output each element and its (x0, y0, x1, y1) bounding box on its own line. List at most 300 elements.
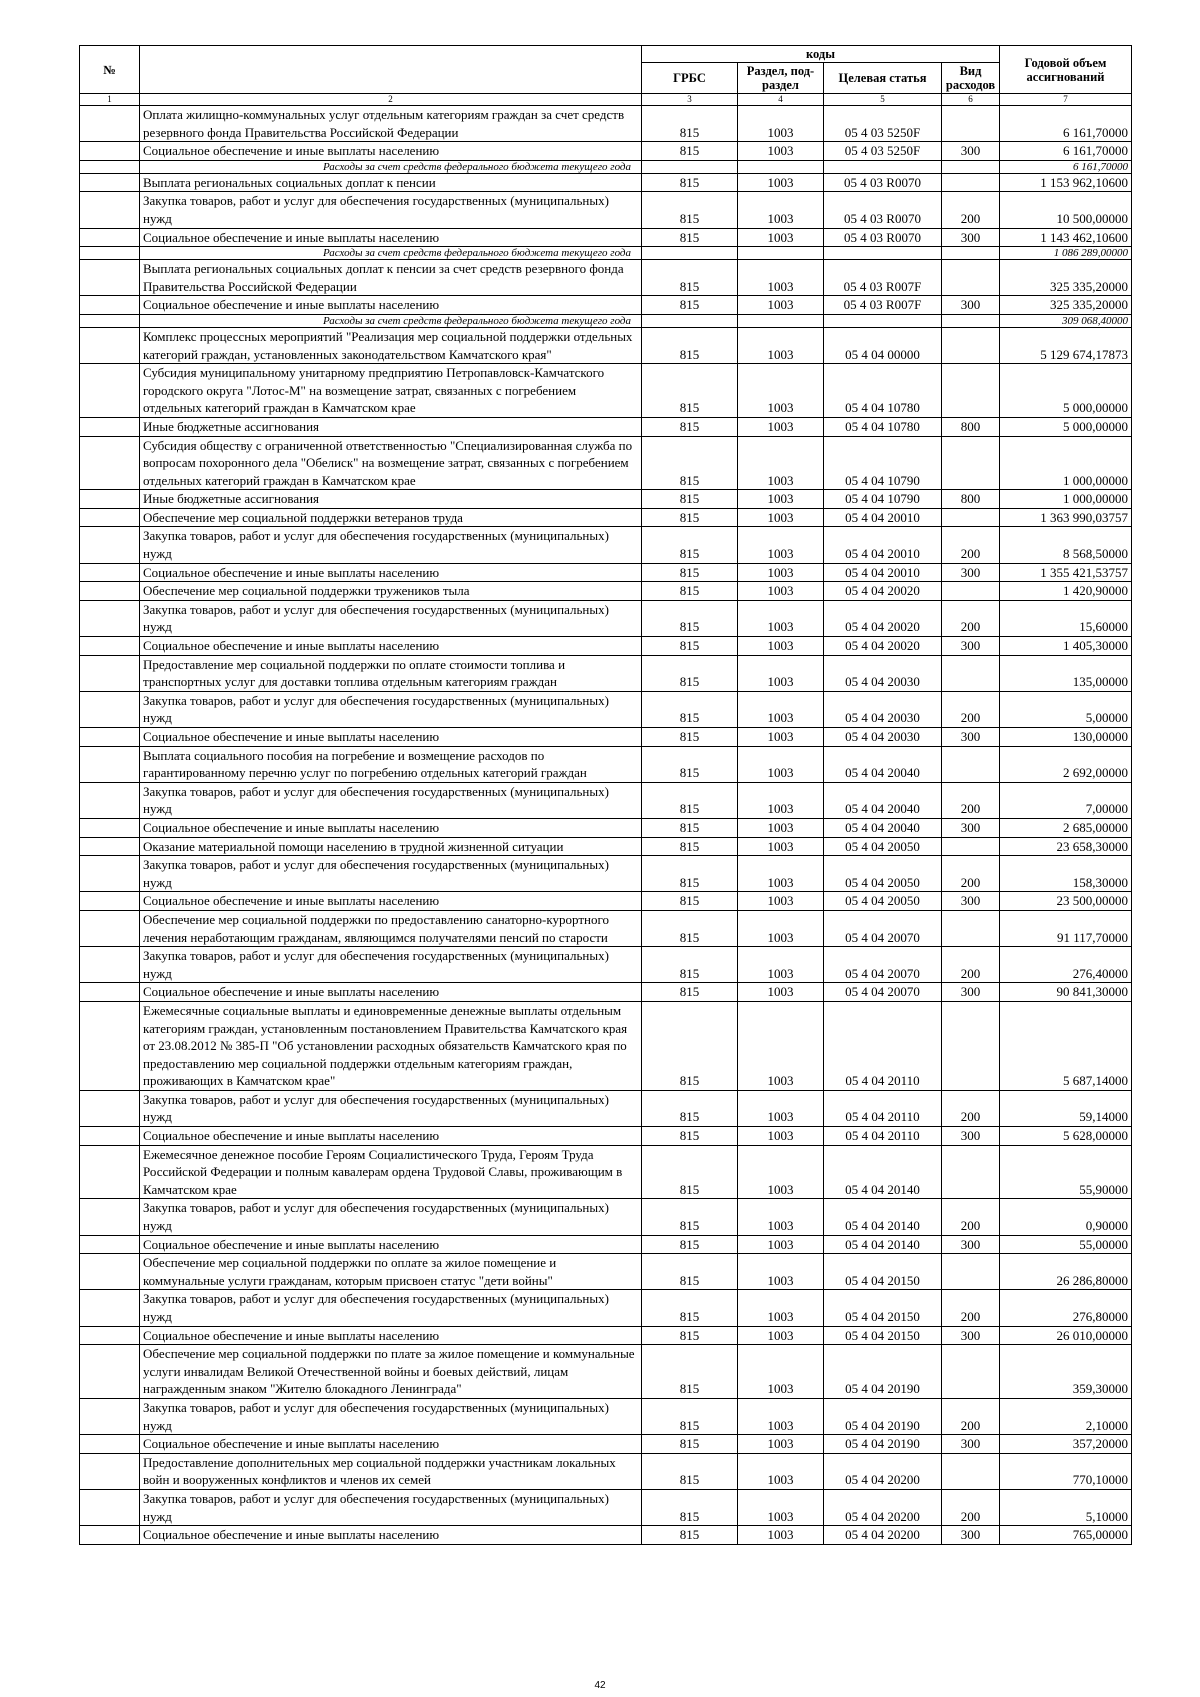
cell-grbs: 815 (642, 856, 738, 892)
cell-sum: 325 335,20000 (1000, 260, 1132, 296)
cell-razdel: 1003 (738, 691, 824, 727)
cell-sum: 1 405,30000 (1000, 637, 1132, 656)
cell-name: Социальное обеспечение и иные выплаты населению (140, 892, 642, 911)
cell-grbs: 815 (642, 192, 738, 228)
cell-razdel: 1003 (738, 508, 824, 527)
cell-name: Обеспечение мер социальной поддержки тружеников тыла (140, 582, 642, 601)
table-row (80, 173, 1132, 192)
cell-target: 05 4 03 R007F (824, 260, 942, 296)
cell-razdel (738, 314, 824, 327)
cell-name: Закупка товаров, работ и услуг для обеспечения государственных (муниципальных) нужд (140, 856, 642, 892)
table-row (80, 106, 1132, 142)
cell-name: Расходы за счет средств федерального бюджета текущего года (140, 247, 642, 260)
cell-vid: 300 (942, 728, 1000, 747)
cell-grbs: 815 (642, 260, 738, 296)
cell-name: Закупка товаров, работ и услуг для обеспечения государственных (муниципальных) нужд (140, 1489, 642, 1525)
header-target: Целевая статья (824, 63, 942, 94)
cell-sum: 765,00000 (1000, 1526, 1132, 1545)
cell-razdel: 1003 (738, 582, 824, 601)
cell-no (80, 728, 140, 747)
cell-grbs: 815 (642, 1235, 738, 1254)
cell-vid (942, 1254, 1000, 1290)
cell-sum: 2 685,00000 (1000, 818, 1132, 837)
cell-name: Предоставление мер социальной поддержки по оплате стоимости топлива и транспортных услуг для доставки топлива отдельным категориям граждан (140, 655, 642, 691)
cell-vid: 800 (942, 417, 1000, 436)
cell-name: Закупка товаров, работ и услуг для обеспечения государственных (муниципальных) нужд (140, 527, 642, 563)
cell-razdel: 1003 (738, 728, 824, 747)
cell-sum: 1 153 962,10600 (1000, 173, 1132, 192)
cell-vid: 300 (942, 563, 1000, 582)
table-row (80, 490, 1132, 509)
cell-name: Ежемесячные социальные выплаты и единовременные денежные выплаты отдельным категориям граждан, установленным постановлением Правительства Камчатского края от 23.08.2012 № 385-П "Об установлении расходных обязательств Камчатского края по предоставлению мер социальной поддержки отдельным категориям граждан, проживающих в Камчатском крае" (140, 1001, 642, 1090)
cell-target: 05 4 04 00000 (824, 327, 942, 363)
cell-grbs: 815 (642, 983, 738, 1002)
cell-name: Оказание материальной помощи населению в трудной жизненной ситуации (140, 837, 642, 856)
column-number: 3 (642, 94, 738, 106)
cell-no (80, 1127, 140, 1146)
cell-vid (942, 1001, 1000, 1090)
cell-vid: 300 (942, 142, 1000, 161)
cell-grbs: 815 (642, 1090, 738, 1126)
cell-name: Социальное обеспечение и иные выплаты населению (140, 1435, 642, 1454)
cell-grbs: 815 (642, 837, 738, 856)
cell-grbs: 815 (642, 228, 738, 247)
table-row (80, 508, 1132, 527)
cell-razdel: 1003 (738, 1254, 824, 1290)
cell-sum: 91 117,70000 (1000, 910, 1132, 946)
note-row (80, 247, 1132, 260)
cell-grbs: 815 (642, 106, 738, 142)
cell-no (80, 1398, 140, 1434)
cell-grbs: 815 (642, 582, 738, 601)
cell-no (80, 1145, 140, 1199)
table-row (80, 417, 1132, 436)
cell-target: 05 4 04 20040 (824, 782, 942, 818)
cell-razdel: 1003 (738, 637, 824, 656)
cell-no (80, 436, 140, 490)
cell-grbs: 815 (642, 296, 738, 315)
cell-target: 05 4 04 20050 (824, 892, 942, 911)
cell-razdel: 1003 (738, 1090, 824, 1126)
cell-sum: 15,60000 (1000, 600, 1132, 636)
cell-razdel: 1003 (738, 1453, 824, 1489)
column-number: 1 (80, 94, 140, 106)
cell-sum: 158,30000 (1000, 856, 1132, 892)
cell-name: Иные бюджетные ассигнования (140, 490, 642, 509)
cell-no (80, 417, 140, 436)
cell-no (80, 1235, 140, 1254)
cell-razdel: 1003 (738, 173, 824, 192)
cell-name: Закупка товаров, работ и услуг для обеспечения государственных (муниципальных) нужд (140, 1090, 642, 1126)
cell-target: 05 4 04 20020 (824, 600, 942, 636)
cell-target (824, 314, 942, 327)
cell-name: Обеспечение мер социальной поддержки по оплате за жилое помещение и коммунальные услуги гражданам, которым присвоен статус "дети войны" (140, 1254, 642, 1290)
column-number: 4 (738, 94, 824, 106)
cell-razdel: 1003 (738, 1001, 824, 1090)
cell-razdel: 1003 (738, 1290, 824, 1326)
cell-sum: 59,14000 (1000, 1090, 1132, 1126)
table-row (80, 527, 1132, 563)
cell-no (80, 508, 140, 527)
cell-vid (942, 314, 1000, 327)
cell-razdel: 1003 (738, 856, 824, 892)
table-row (80, 1127, 1132, 1146)
cell-razdel: 1003 (738, 1526, 824, 1545)
cell-target: 05 4 04 20010 (824, 508, 942, 527)
cell-target: 05 4 04 20150 (824, 1290, 942, 1326)
cell-sum: 5,00000 (1000, 691, 1132, 727)
cell-name: Предоставление дополнительных мер социальной поддержки участникам локальных войн и вооруженных конфликтов и членов их семей (140, 1453, 642, 1489)
cell-sum: 325 335,20000 (1000, 296, 1132, 315)
cell-vid: 200 (942, 782, 1000, 818)
cell-sum: 23 658,30000 (1000, 837, 1132, 856)
cell-name: Социальное обеспечение и иные выплаты населению (140, 142, 642, 161)
cell-razdel: 1003 (738, 436, 824, 490)
cell-grbs: 815 (642, 782, 738, 818)
cell-grbs (642, 247, 738, 260)
cell-no (80, 490, 140, 509)
table-row (80, 327, 1132, 363)
cell-sum: 276,80000 (1000, 1290, 1132, 1326)
cell-vid: 200 (942, 947, 1000, 983)
cell-name: Закупка товаров, работ и услуг для обеспечения государственных (муниципальных) нужд (140, 691, 642, 727)
cell-no (80, 691, 140, 727)
table-row (80, 1526, 1132, 1545)
cell-vid (942, 655, 1000, 691)
cell-vid (942, 436, 1000, 490)
cell-no (80, 782, 140, 818)
table-row (80, 582, 1132, 601)
cell-sum: 1 355 421,53757 (1000, 563, 1132, 582)
cell-no (80, 1290, 140, 1326)
column-number-row (80, 94, 1132, 106)
cell-sum: 6 161,70000 (1000, 106, 1132, 142)
table-row (80, 192, 1132, 228)
cell-name: Социальное обеспечение и иные выплаты населению (140, 1526, 642, 1545)
cell-vid: 300 (942, 818, 1000, 837)
cell-name: Закупка товаров, работ и услуг для обеспечения государственных (муниципальных) нужд (140, 947, 642, 983)
cell-vid (942, 508, 1000, 527)
header-no: № (80, 46, 140, 94)
cell-sum: 276,40000 (1000, 947, 1132, 983)
cell-vid: 300 (942, 1326, 1000, 1345)
cell-target: 05 4 04 20040 (824, 818, 942, 837)
cell-razdel: 1003 (738, 1127, 824, 1146)
cell-target: 05 4 04 20070 (824, 910, 942, 946)
cell-target: 05 4 04 20050 (824, 856, 942, 892)
table-row (80, 1290, 1132, 1326)
cell-sum: 5 129 674,17873 (1000, 327, 1132, 363)
cell-no (80, 260, 140, 296)
header-razdel: Раздел, под-раздел (738, 63, 824, 94)
column-number: 6 (942, 94, 1000, 106)
cell-vid (942, 1345, 1000, 1399)
cell-name: Закупка товаров, работ и услуг для обеспечения государственных (муниципальных) нужд (140, 1398, 642, 1434)
cell-target: 05 4 04 20140 (824, 1235, 942, 1254)
cell-grbs: 815 (642, 1199, 738, 1235)
cell-grbs: 815 (642, 746, 738, 782)
cell-vid: 200 (942, 691, 1000, 727)
table-row (80, 296, 1132, 315)
cell-vid (942, 160, 1000, 173)
cell-no (80, 655, 140, 691)
column-number: 2 (140, 94, 642, 106)
cell-no (80, 327, 140, 363)
cell-vid: 200 (942, 192, 1000, 228)
cell-name: Обеспечение мер социальной поддержки по предоставлению санаторно-курортного лечения неработающим гражданам, являющимся получателями пенсий по старости (140, 910, 642, 946)
cell-name: Социальное обеспечение и иные выплаты населению (140, 818, 642, 837)
cell-no (80, 228, 140, 247)
cell-target: 05 4 04 20110 (824, 1001, 942, 1090)
cell-name: Социальное обеспечение и иные выплаты населению (140, 296, 642, 315)
cell-no (80, 296, 140, 315)
cell-grbs: 815 (642, 563, 738, 582)
cell-vid: 200 (942, 856, 1000, 892)
cell-grbs: 815 (642, 655, 738, 691)
table-row (80, 228, 1132, 247)
cell-name: Выплата региональных социальных доплат к пенсии (140, 173, 642, 192)
cell-no (80, 1001, 140, 1090)
cell-vid: 200 (942, 1398, 1000, 1434)
cell-name: Обеспечение мер социальной поддержки ветеранов труда (140, 508, 642, 527)
cell-sum: 1 143 462,10600 (1000, 228, 1132, 247)
cell-no (80, 600, 140, 636)
cell-target: 05 4 04 20040 (824, 746, 942, 782)
cell-grbs (642, 314, 738, 327)
cell-razdel: 1003 (738, 947, 824, 983)
cell-name: Закупка товаров, работ и услуг для обеспечения государственных (муниципальных) нужд (140, 600, 642, 636)
column-number: 7 (1000, 94, 1132, 106)
cell-razdel (738, 160, 824, 173)
cell-target: 05 4 04 20070 (824, 983, 942, 1002)
cell-razdel: 1003 (738, 818, 824, 837)
cell-name: Социальное обеспечение и иные выплаты населению (140, 563, 642, 582)
cell-vid (942, 910, 1000, 946)
table-row (80, 1326, 1132, 1345)
cell-grbs: 815 (642, 1290, 738, 1326)
cell-no (80, 192, 140, 228)
cell-name: Иные бюджетные ассигнования (140, 417, 642, 436)
cell-sum: 1 420,90000 (1000, 582, 1132, 601)
cell-sum: 8 568,50000 (1000, 527, 1132, 563)
cell-razdel: 1003 (738, 892, 824, 911)
table-row (80, 818, 1132, 837)
cell-vid (942, 173, 1000, 192)
table-row (80, 746, 1132, 782)
cell-sum: 2,10000 (1000, 1398, 1132, 1434)
cell-sum: 5 000,00000 (1000, 364, 1132, 418)
cell-sum: 1 000,00000 (1000, 490, 1132, 509)
cell-no (80, 1345, 140, 1399)
cell-no (80, 637, 140, 656)
table-row (80, 1398, 1132, 1434)
cell-razdel: 1003 (738, 782, 824, 818)
cell-name: Социальное обеспечение и иные выплаты населению (140, 1127, 642, 1146)
cell-name: Обеспечение мер социальной поддержки по плате за жилое помещение и коммунальные услуги инвалидам Великой Отечественной войны и боевых действий, лицам награжденным знаком "Жителю блокадного Ленинграда" (140, 1345, 642, 1399)
table-row (80, 856, 1132, 892)
cell-razdel: 1003 (738, 746, 824, 782)
cell-target: 05 4 04 20020 (824, 637, 942, 656)
cell-target: 05 4 04 10780 (824, 364, 942, 418)
cell-sum: 10 500,00000 (1000, 192, 1132, 228)
cell-razdel: 1003 (738, 655, 824, 691)
cell-sum: 26 010,00000 (1000, 1326, 1132, 1345)
table-row (80, 1453, 1132, 1489)
cell-no (80, 173, 140, 192)
cell-razdel: 1003 (738, 1435, 824, 1454)
cell-grbs: 815 (642, 436, 738, 490)
table-row (80, 947, 1132, 983)
cell-vid: 300 (942, 1526, 1000, 1545)
cell-sum: 5 000,00000 (1000, 417, 1132, 436)
cell-target: 05 4 04 20110 (824, 1090, 942, 1126)
cell-razdel: 1003 (738, 527, 824, 563)
cell-no (80, 106, 140, 142)
cell-vid: 300 (942, 1127, 1000, 1146)
cell-target: 05 4 04 20110 (824, 1127, 942, 1146)
table-body (80, 106, 1132, 1545)
table-row (80, 364, 1132, 418)
cell-grbs: 815 (642, 490, 738, 509)
cell-sum: 6 161,70000 (1000, 142, 1132, 161)
cell-grbs: 815 (642, 691, 738, 727)
cell-target: 05 4 04 20150 (824, 1254, 942, 1290)
cell-no (80, 527, 140, 563)
cell-name: Социальное обеспечение и иные выплаты населению (140, 983, 642, 1002)
cell-target: 05 4 04 20150 (824, 1326, 942, 1345)
cell-no (80, 563, 140, 582)
cell-vid: 200 (942, 527, 1000, 563)
cell-razdel: 1003 (738, 106, 824, 142)
table-row (80, 1489, 1132, 1525)
cell-vid (942, 746, 1000, 782)
cell-name: Ежемесячное денежное пособие Героям Социалистического Труда, Героям Труда Российской Федерации и полным кавалерам ордена Трудовой Славы, проживающим в Камчатском крае (140, 1145, 642, 1199)
cell-vid: 300 (942, 228, 1000, 247)
cell-grbs: 815 (642, 1345, 738, 1399)
cell-no (80, 910, 140, 946)
cell-sum: 26 286,80000 (1000, 1254, 1132, 1290)
cell-name: Социальное обеспечение и иные выплаты населению (140, 637, 642, 656)
cell-target: 05 4 04 20020 (824, 582, 942, 601)
table-row (80, 782, 1132, 818)
cell-sum: 309 068,40000 (1000, 314, 1132, 327)
cell-razdel: 1003 (738, 417, 824, 436)
table-row (80, 837, 1132, 856)
page-number: 42 (594, 1680, 606, 1691)
cell-name: Социальное обеспечение и иные выплаты населению (140, 728, 642, 747)
cell-razdel: 1003 (738, 1489, 824, 1525)
table-row (80, 1345, 1132, 1399)
cell-sum: 55,90000 (1000, 1145, 1132, 1199)
cell-target: 05 4 04 10790 (824, 490, 942, 509)
cell-sum: 23 500,00000 (1000, 892, 1132, 911)
cell-razdel: 1003 (738, 228, 824, 247)
cell-grbs: 815 (642, 1489, 738, 1525)
cell-grbs: 815 (642, 327, 738, 363)
note-row (80, 160, 1132, 173)
cell-name: Социальное обеспечение и иные выплаты населению (140, 1326, 642, 1345)
table-row (80, 892, 1132, 911)
cell-grbs: 815 (642, 1127, 738, 1146)
cell-razdel: 1003 (738, 563, 824, 582)
cell-target: 05 4 04 20190 (824, 1345, 942, 1399)
cell-sum: 130,00000 (1000, 728, 1132, 747)
cell-razdel: 1003 (738, 1235, 824, 1254)
cell-razdel: 1003 (738, 490, 824, 509)
cell-target: 05 4 04 20140 (824, 1199, 942, 1235)
cell-vid (942, 582, 1000, 601)
cell-vid (942, 1145, 1000, 1199)
cell-razdel: 1003 (738, 260, 824, 296)
cell-target: 05 4 03 5250F (824, 106, 942, 142)
cell-target: 05 4 04 20140 (824, 1145, 942, 1199)
cell-name: Выплата социального пособия на погребение и возмещение расходов по гарантированному перечню услуг по погребению отдельных категорий граждан (140, 746, 642, 782)
cell-sum: 5 628,00000 (1000, 1127, 1132, 1146)
cell-target: 05 4 03 R0070 (824, 228, 942, 247)
cell-razdel: 1003 (738, 1398, 824, 1434)
cell-target: 05 4 03 R0070 (824, 173, 942, 192)
cell-grbs: 815 (642, 947, 738, 983)
cell-no (80, 746, 140, 782)
cell-razdel: 1003 (738, 600, 824, 636)
cell-no (80, 818, 140, 837)
cell-grbs: 815 (642, 417, 738, 436)
cell-razdel: 1003 (738, 910, 824, 946)
cell-vid (942, 247, 1000, 260)
cell-vid (942, 1453, 1000, 1489)
cell-target: 05 4 03 R007F (824, 296, 942, 315)
cell-target: 05 4 04 20010 (824, 563, 942, 582)
table-row (80, 691, 1132, 727)
cell-razdel: 1003 (738, 142, 824, 161)
cell-target: 05 4 04 10790 (824, 436, 942, 490)
cell-vid: 200 (942, 1199, 1000, 1235)
cell-razdel: 1003 (738, 1199, 824, 1235)
cell-sum: 0,90000 (1000, 1199, 1132, 1235)
cell-no (80, 1526, 140, 1545)
cell-no (80, 247, 140, 260)
cell-no (80, 160, 140, 173)
cell-no (80, 1435, 140, 1454)
cell-razdel: 1003 (738, 983, 824, 1002)
table-row (80, 436, 1132, 490)
cell-no (80, 314, 140, 327)
cell-razdel: 1003 (738, 1326, 824, 1345)
cell-grbs: 815 (642, 1326, 738, 1345)
table-row (80, 1235, 1132, 1254)
cell-grbs: 815 (642, 1453, 738, 1489)
table-row (80, 1435, 1132, 1454)
cell-target (824, 160, 942, 173)
cell-razdel: 1003 (738, 327, 824, 363)
cell-sum: 7,00000 (1000, 782, 1132, 818)
document-page (79, 45, 1131, 1545)
cell-grbs: 815 (642, 527, 738, 563)
header-name (140, 46, 642, 94)
column-number: 5 (824, 94, 942, 106)
cell-target: 05 4 04 10780 (824, 417, 942, 436)
header-codes: коды (642, 46, 1000, 63)
budget-table (79, 45, 1132, 1545)
cell-sum: 357,20000 (1000, 1435, 1132, 1454)
cell-grbs: 815 (642, 910, 738, 946)
table-row (80, 600, 1132, 636)
cell-grbs: 815 (642, 364, 738, 418)
header-vid: Вид расходов (942, 63, 1000, 94)
cell-sum: 5 687,14000 (1000, 1001, 1132, 1090)
cell-target: 05 4 04 20030 (824, 655, 942, 691)
cell-vid: 200 (942, 1290, 1000, 1326)
